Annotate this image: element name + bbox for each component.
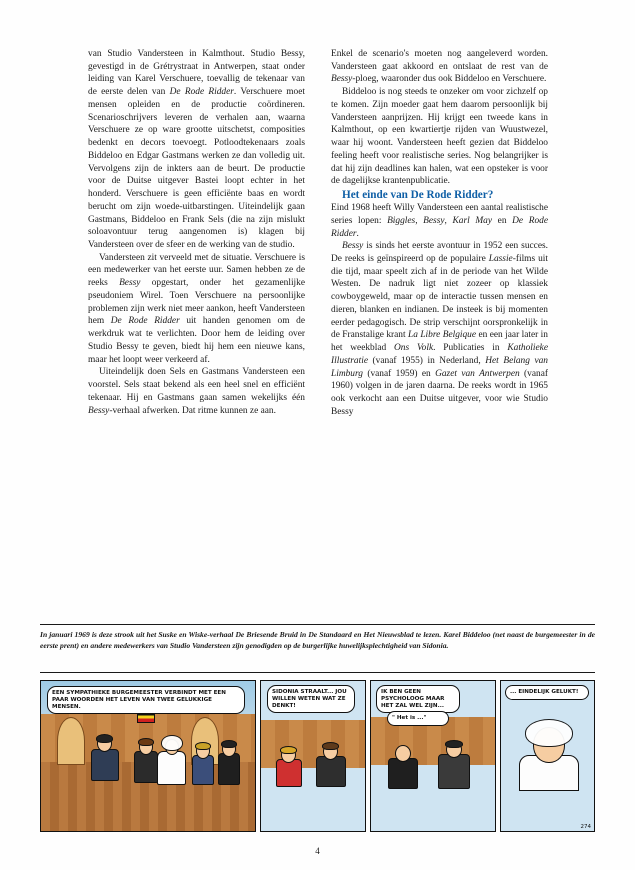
character-torso — [192, 755, 214, 785]
window-arch — [57, 717, 85, 765]
comic-panel-sidonia-radiant — [260, 680, 366, 832]
speech-balloon-secondary: " Het is ..." — [387, 711, 449, 726]
character-groom — [133, 739, 157, 781]
character-torso — [218, 753, 240, 785]
comic-strip — [40, 680, 595, 832]
paragraph: Bessy is sinds het eerste avontuur in 1952 een succes. De reeks is geïnspireerd op de populaire Lassie-films uit die tijd, maar speelt zich af in de periode van het Wilde Westen. De nadruk ligt niet zozeer op klassiek cowboygeweld, maar op de interactie tussen mensen en dieren, blanken en indianen. De insteek is bij momenten eerder pedagogisch. De strip verschijnt oorspronkelijk in de Franstalige krant La Libre Belgique en een jaar later in het weekblad Ons Volk. Publicaties in Katholieke Illustratie (vanaf 1955) in Nederland, Het Belang van Limburg (vanaf 1959) en Gazet van Antwerpen (vanaf 1960) volgen in de jaren daarna. De reeks wordt in 1965 ook verkocht aan een Duitse uitgever, voor wie Studio Bessy — [331, 241, 548, 417]
character-guest — [217, 741, 239, 783]
character-hair — [96, 734, 113, 743]
comic-panel-psychologist — [370, 680, 496, 832]
paragraph: Uiteindelijk doen Sels en Gastmans Vandersteen een voorstel. Sels staat bekend als een heel snel en efficiënt tekenaar. Hij en Gastmans gaan samen wekelijks één Bessy-verhaal afwerken. Dat ritme kunnen ze aan. — [88, 367, 305, 416]
text-column-left — [88, 48, 305, 613]
character-torso — [388, 758, 418, 789]
character-bald-man — [387, 745, 417, 787]
character-hair — [322, 742, 339, 750]
panel-number: 274 — [580, 824, 591, 830]
article-body — [88, 48, 548, 613]
character-bride — [157, 737, 185, 783]
character-guest — [191, 743, 213, 783]
divider-top — [40, 624, 595, 625]
speech-balloon: ... EINDELIJK GELUKT! — [505, 685, 589, 700]
character-torso — [91, 749, 119, 781]
paragraph: Vandersteen zit verveeld met de situatie. Verschuere is een medewerker van het eerste uur. Samen hebben ze de reeks Bessy opgestart, onder het gezamenlijke pseudoniem Wirel. Toen Verschuere na persoonlijke problemen zijn werk niet meer aankon, heeft Vandersteen hem De Rode Ridder uit handen genomen om de werkdruk wat te verlichten. Door hem de leiding over Studio Bessy te geven, biedt hij hem een nieuwe kans, maar het loopt weer verkeerd af. — [88, 252, 306, 365]
speech-balloon: IK BEN GEEN PSYCHOLOOG MAAR HET ZAL WEL ZIJN... — [376, 685, 460, 713]
character-hair — [138, 738, 154, 746]
character-hair — [445, 740, 463, 748]
character-head — [395, 745, 411, 762]
comic-panel-mayor-speech — [40, 680, 256, 832]
character-torso — [134, 751, 158, 783]
character-torso — [316, 756, 346, 787]
speech-balloon: EEN SYMPATHIEKE BURGEMEESTER VERBINDT MET EEN PAAR WOORDEN HET LEVEN VAN TWEE GELUKKIGE MENSEN. — [47, 686, 245, 714]
character-mayor — [89, 735, 119, 779]
figure-caption: In januari 1969 is deze strook uit het Suske en Wiske-verhaal De Briesende Bruid in De Standaard en Het Nieuwsblad te lezen. Karel Biddeloo (net naast de burgemeester in de eerste prent) en andere medewerkers van Studio Vandersteen zijn genodigden op de burgerlijke huwelijksplechtigheid van Sidonia. — [40, 630, 595, 650]
character-guest — [275, 747, 301, 785]
text-column-right — [331, 48, 548, 613]
character-torso — [276, 759, 302, 787]
section-subheading: Het einde van De Rode Ridder? — [342, 189, 494, 202]
character-torso — [438, 754, 470, 789]
character-hair — [280, 746, 297, 754]
character-hair — [221, 740, 237, 748]
bridal-veil — [161, 735, 183, 751]
bridal-veil — [525, 719, 573, 747]
page-number: 4 — [315, 846, 320, 856]
character-bride-closeup — [519, 721, 579, 789]
paragraph: Biddeloo is nog steeds te onzeker om voor zichzelf op te komen. Zijn moeder gaat hem daarom persoonlijk bij Vandersteen aanprijzen. Hij krijgt een tweede kans in Kalmthout, op een kwartiertje rijden van Wuustwezel, waar hij woont. Vandersteen heeft gezien dat Biddeloo feeling heeft voor realistische series. Nog belangrijker is dat hij zijn deadlines kan halen, wat een opsteker is voor de dagelijkse krantenpublicatie. — [331, 87, 548, 187]
character-guest — [437, 741, 469, 787]
paragraph: van Studio Vandersteen in Kalmthout. Studio Bessy, gevestigd in de Grétrystraat in Antwerpen, staat onder leiding van Karel Verschuere, toevallig de tekenaar van de eerste delen van De Rode Ridder. Verschuere moet mensen opleiden en de productie coördineren. Scenarioschrijvers leveren de verhalen aan, waarna Verschuere ze op ware grootte uitschetst, composities bedenkt en decors toevoegt. Potloodtekenaars zoals Biddeloo en Edgar Gastmans werken ze dan volledig uit. Vervolgens zijn de inkters aan de beurt. De productie voor de Duitse uitgever Bastei loopt echter in het honderd. Verschuere is geen efficiënte baas en wordt berucht om zijn woede-uitbarstingen. Uiteindelijk gaan Gastmans, Biddeloo en Frank Sels (die na zijn mislukt soloavontuur terug aangenomen is) klagen bij Vandersteen over de sfeer en de werking van de studio. — [88, 49, 306, 251]
speech-balloon: SIDONIA STRAALT... JOU WILLEN WETEN WAT ZE DENKT! — [267, 685, 355, 713]
comic-panel-finally-married — [500, 680, 595, 832]
paragraph: Eind 1968 heeft Willy Vandersteen een aantal realistische series lopen: Biggles, Bessy, Karl May en De Rode Ridder. — [331, 203, 548, 239]
paragraph: Enkel de scenario's moeten nog aangeleverd worden. Vandersteen gaat akkoord en ontslaat de rest van de Bessy-ploeg, waaronder dus ook Biddeloo en Verschuere. — [331, 49, 548, 85]
character-hair — [195, 742, 211, 750]
character-guest — [315, 743, 345, 785]
character-dress — [157, 751, 186, 785]
divider-bottom — [40, 672, 595, 673]
